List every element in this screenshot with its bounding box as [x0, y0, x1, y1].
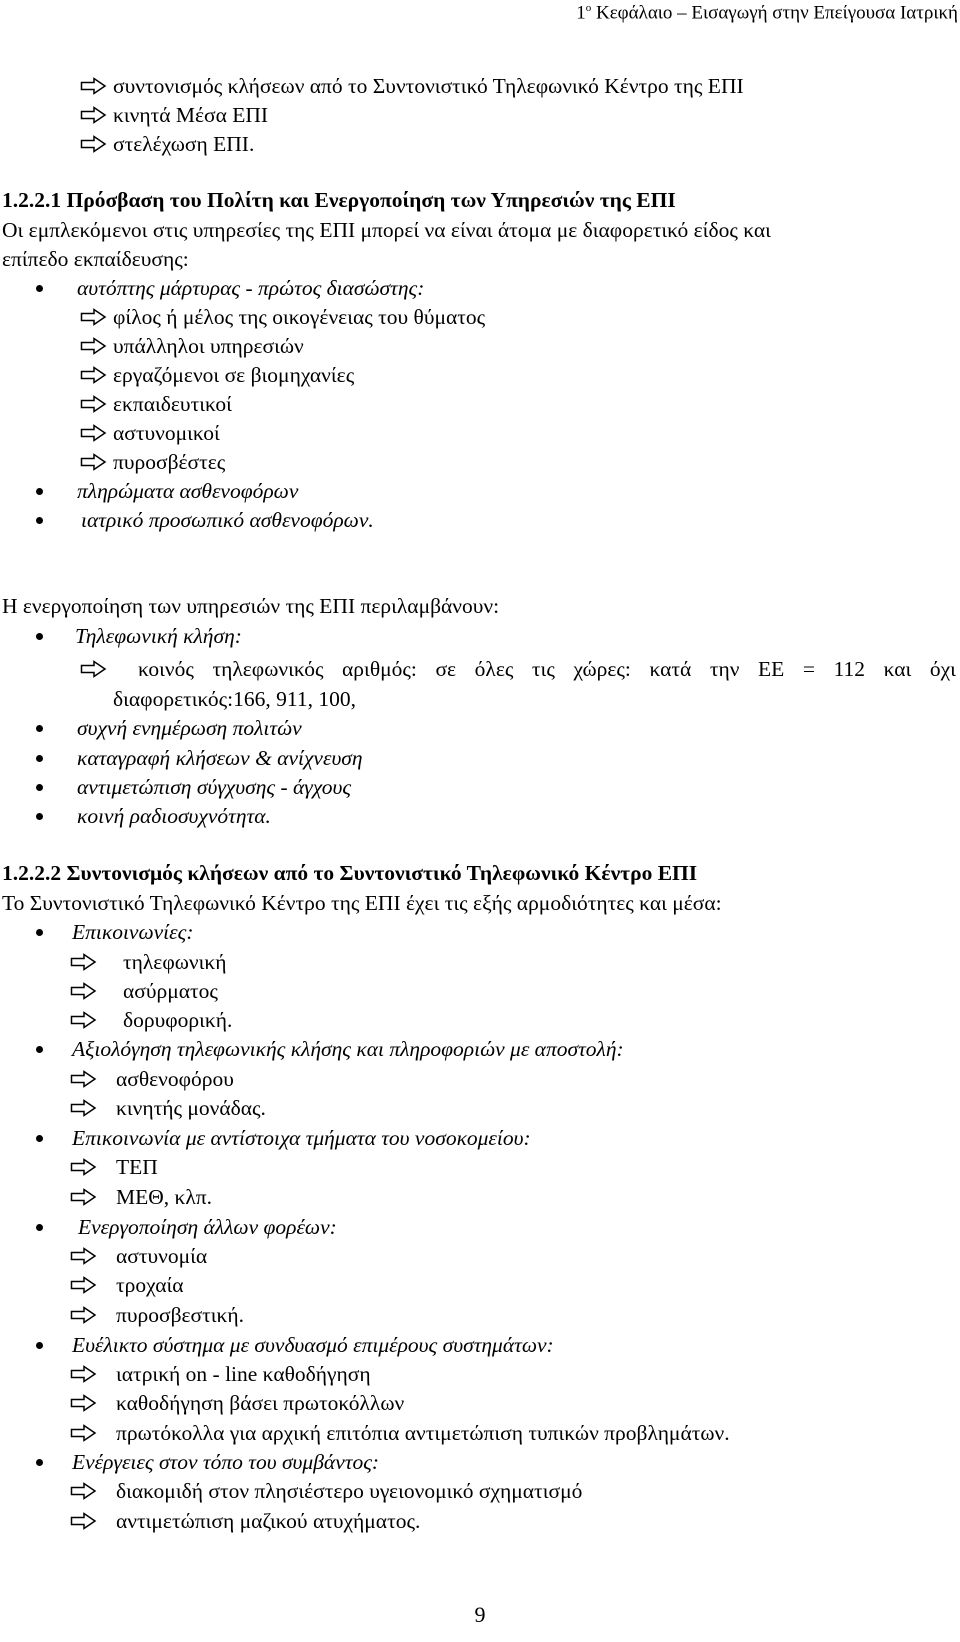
list-item: αντιμετώπιση μαζικού ατυχήματος. — [0, 1506, 960, 1536]
bullet-icon — [36, 725, 43, 732]
paragraph-line: Η ενεργοποίηση των υπηρεσιών της ΕΠΙ περιλαμβάνουν: — [2, 594, 500, 618]
word: κοινός — [138, 657, 194, 681]
outline-arrow-icon — [70, 1365, 97, 1383]
list-item: κινητά Μέσα ΕΠΙ — [0, 100, 960, 130]
bullet-item: Επικοινωνία με αντίστοιχα τμήματα του νοσοκομείου: — [0, 1123, 960, 1153]
bullet-item: καταγραφή κλήσεων & ανίχνευση — [0, 743, 960, 773]
outline-arrow-icon — [70, 1188, 97, 1206]
bullet-item: Τηλεφωνική κλήση: — [0, 621, 960, 651]
list-item: κινητής μονάδας. — [0, 1093, 960, 1123]
chapter-title: Κεφάλαιο – Εισαγωγή στην Επείγουσα Ιατρική — [595, 2, 958, 24]
outline-arrow-icon — [70, 1247, 97, 1265]
outline-arrow-icon — [80, 395, 107, 413]
outline-arrow-icon — [80, 308, 107, 326]
bullet-icon — [36, 755, 43, 762]
word: την — [709, 657, 740, 681]
list-item: φίλος ή μέλος της οικογένειας του θύματος — [0, 302, 960, 332]
outline-arrow-icon — [70, 1394, 97, 1412]
outline-arrow-icon — [70, 1099, 97, 1117]
word: τις — [531, 657, 555, 681]
outline-arrow-icon — [80, 337, 107, 355]
outline-arrow-icon — [70, 1276, 97, 1294]
outline-arrow-icon — [70, 1158, 97, 1176]
word: = — [802, 657, 816, 681]
list-item: πρωτόκολλα για αρχική επιτόπια αντιμετώπιση τυπικών προβλημάτων. — [0, 1418, 960, 1448]
list-item: πυροσβεστική. — [0, 1300, 960, 1330]
bullet-item: κοινή ραδιοσυχνότητα. — [0, 801, 960, 831]
bullet-icon — [36, 784, 43, 791]
page-number: 9 — [474, 1602, 486, 1627]
word: αριθμός: — [342, 657, 417, 681]
outline-arrow-icon — [80, 106, 107, 124]
list-item: στελέχωση ΕΠΙ. — [0, 129, 960, 159]
bullet-icon — [36, 1342, 43, 1349]
list-item: ασύρματος — [0, 976, 960, 1006]
list-item: τροχαία — [0, 1270, 960, 1300]
section-heading: 1.2.2.2 Συντονισμός κλήσεων από το Συντονιστικό Τηλεφωνικό Κέντρο ΕΠΙ — [2, 861, 698, 885]
section-heading: 1.2.2.1 Πρόσβαση του Πολίτη και Ενεργοποίηση των Υπηρεσιών της ΕΠΙ — [2, 188, 676, 212]
list-item: τηλεφωνική — [0, 947, 960, 977]
bullet-item: πληρώματα ασθενοφόρων — [0, 476, 960, 506]
outline-arrow-icon — [70, 1011, 97, 1029]
justified-line — [138, 654, 956, 684]
bullet-icon — [36, 1224, 43, 1231]
outline-arrow-icon — [80, 660, 107, 678]
outline-arrow-icon — [80, 424, 107, 442]
word: ΕΕ — [758, 657, 785, 681]
list-item: αστυνομία — [0, 1241, 960, 1271]
outline-arrow-icon — [70, 1070, 97, 1088]
word: κατά — [649, 657, 692, 681]
paragraph-line: Οι εμπλεκόμενοι στις υπηρεσίες της ΕΠΙ μπορεί να είναι άτομα με διαφορετικό είδος και — [2, 218, 771, 242]
list-item: συντονισμός κλήσεων από το Συντονιστικό Τηλεφωνικό Κέντρο της ΕΠΙ — [0, 71, 960, 101]
list-item: ιατρική on - line καθοδήγηση — [0, 1359, 960, 1389]
paragraph-line: Το Συντονιστικό Τηλεφωνικό Κέντρο της ΕΠΙ έχει τις εξής αρμοδιότητες και μέσα: — [2, 891, 722, 915]
list-item: καθοδήγηση βάσει πρωτοκόλλων — [0, 1388, 960, 1418]
bullet-icon — [36, 633, 43, 640]
running-header — [576, 2, 958, 24]
list-item — [0, 654, 960, 684]
chapter-superscript: ο — [585, 2, 592, 14]
list-item: εργαζόμενοι σε βιομηχανίες — [0, 360, 960, 390]
bullet-item: αυτόπτης μάρτυρας - πρώτος διασώστης: — [0, 273, 960, 303]
bullet-icon — [36, 929, 43, 936]
paragraph-line: επίπεδο εκπαίδευσης: — [2, 247, 189, 271]
word: χώρες: — [573, 657, 631, 681]
bullet-item: συχνή ενημέρωση πολιτών — [0, 713, 960, 743]
list-item: πυροσβέστες — [0, 447, 960, 477]
outline-arrow-icon — [70, 982, 97, 1000]
outline-arrow-icon — [70, 1482, 97, 1500]
bullet-item: Ενέργειες στον τόπο του συμβάντος: — [0, 1447, 960, 1477]
list-item: αστυνομικοί — [0, 418, 960, 448]
word: τηλεφωνικός — [212, 657, 324, 681]
chapter-number: 1 — [576, 2, 586, 24]
list-item: εκπαιδευτικοί — [0, 389, 960, 419]
outline-arrow-icon — [80, 77, 107, 95]
bullet-icon — [36, 488, 43, 495]
bullet-item: ιατρικό προσωπικό ασθενοφόρων. — [0, 505, 960, 535]
outline-arrow-icon — [70, 1512, 97, 1530]
outline-arrow-icon — [70, 1306, 97, 1324]
word: και — [883, 657, 912, 681]
bullet-item: Ενεργοποίηση άλλων φορέων: — [0, 1212, 960, 1242]
bullet-item: Επικοινωνίες: — [0, 917, 960, 947]
outline-arrow-icon — [70, 1424, 97, 1442]
bullet-icon — [36, 813, 43, 820]
bullet-icon — [36, 1135, 43, 1142]
list-item: διακομιδή στον πλησιέστερο υγειονομικό σχηματισμό — [0, 1476, 960, 1506]
word: όλες — [474, 657, 514, 681]
list-item: υπάλληλοι υπηρεσιών — [0, 331, 960, 361]
outline-arrow-icon — [80, 453, 107, 471]
bullet-icon — [36, 1459, 43, 1466]
bullet-icon — [36, 285, 43, 292]
bullet-item: Ευέλικτο σύστημα με συνδυασμό επιμέρους συστημάτων: — [0, 1330, 960, 1360]
paragraph-line: διαφορετικός:166, 911, 100, — [113, 687, 356, 711]
bullet-item: αντιμετώπιση σύγχυσης - άγχους — [0, 772, 960, 802]
outline-arrow-icon — [70, 953, 97, 971]
list-item: ΜΕΘ, κλπ. — [0, 1182, 960, 1212]
list-item: δορυφορική. — [0, 1005, 960, 1035]
bullet-icon — [36, 517, 43, 524]
outline-arrow-icon — [80, 366, 107, 384]
bullet-icon — [36, 1046, 43, 1053]
outline-arrow-icon — [80, 135, 107, 153]
word: σε — [435, 657, 457, 681]
list-item: ΤΕΠ — [0, 1152, 960, 1182]
word: 112 — [833, 657, 866, 681]
bullet-item: Αξιολόγηση τηλεφωνικής κλήσης και πληροφοριών με αποστολή: — [0, 1034, 960, 1064]
list-item: ασθενοφόρου — [0, 1064, 960, 1094]
word: όχι — [929, 657, 956, 681]
